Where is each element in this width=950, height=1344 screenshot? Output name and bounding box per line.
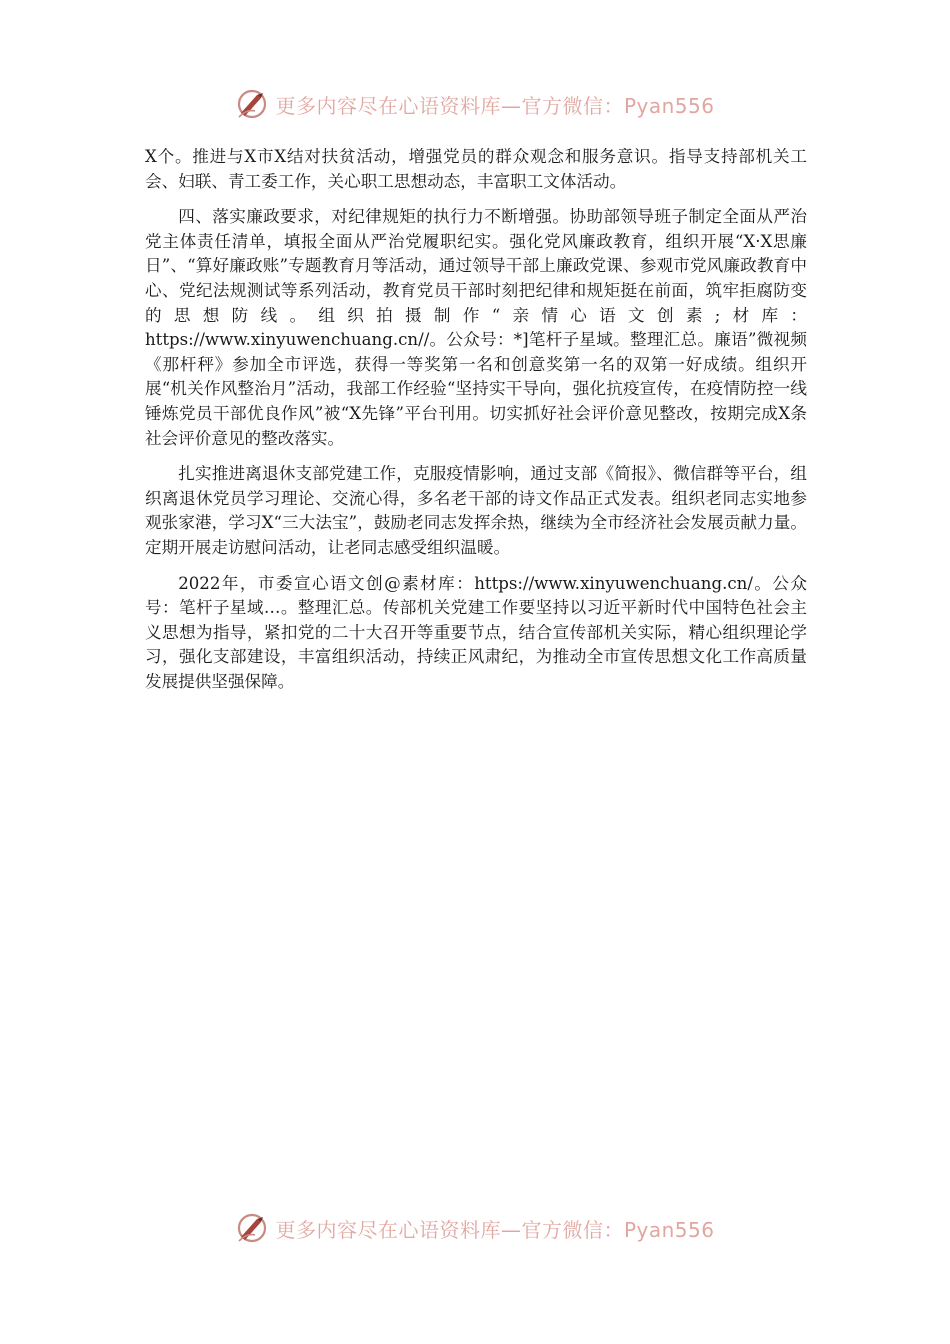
pen-logo-icon <box>235 87 269 121</box>
body-paragraph-1: X个。推进与X市X结对扶贫活动，增强党员的群众观念和服务意识。指导支持部机关工会、妇联、青工委工作，关心职工思想动态，丰富职工文体活动。 <box>145 147 807 191</box>
body-paragraph-3: 扎实推进离退休支部党建工作，克服疫情影响，通过支部《简报》、微信群等平台，组织离退休党员学习理论、交流心得，多名老干部的诗文作品正式发表。组织老同志实地参观张家港，学习X“三大法宝”，鼓励老同志发挥余热，继续为全市经济社会发展贡献力量。定期开展走访慰问活动，让老同志感受组织温暖。 <box>145 464 807 557</box>
body-paragraph-2: 四、落实廉政要求，对纪律规矩的执行力不断增强。协助部领导班子制定全面从严治党主体责任清单，填报全面从严治党履职纪实。强化党风廉政教育，组织开展“X·X思廉日”、“算好廉政账”专题教育月等活动，通过领导干部上廉政党课、参观市党风廉政教育中心、党纪法规测试等系列活动，教育党员干部时刻把纪律和规矩挺在前面，筑牢拒腐防变的思想防线。组织拍摄制作“亲情心语文创素;材库：https://www.xinyuwenchuang.cn//。公众号：*]笔杆子星域。整理汇总。廉语”微视频《那杆秤》参加全市评选，获得一等奖第一名和创意奖第一名的双第一好成绩。组织开展“机关作风整治月”活动，我部工作经验“坚持实干导向，强化抗疫宣传，在疫情防控一线锤炼党员干部优良作风”被“X先锋”平台刊用。切实抓好社会评价意见整改，按期完成X条社会评价意见的整改落实。 <box>145 207 807 448</box>
body-paragraph-4: 2022年，市委宣心语文创@素材库：https://www.xinyuwenchuang.cn/。公众号：笔杆子星域…。整理汇总。传部机关党建工作要坚持以习近平新时代中国特色社会主义思想为指导，紧扣党的二十大召开等重要节点，结合宣传部机关实际，精心组织理论学习，强化支部建设，丰富组织活动，持续正风肃纪，为推动全市宣传思想文化工作高质量发展提供坚强保障。 <box>145 573 807 691</box>
pen-logo-icon <box>235 1211 269 1245</box>
footer-banner-inner <box>235 1211 714 1245</box>
header-banner-inner <box>235 87 714 121</box>
header-banner-text: 更多内容尽在心语资料库—官方微信：Pyan556 <box>275 93 715 118</box>
footer-banner-text: 更多内容尽在心语资料库—官方微信：Pyan556 <box>275 1217 715 1242</box>
document-body <box>145 145 807 705</box>
header-banner <box>0 84 950 124</box>
footer-banner <box>0 1208 950 1248</box>
